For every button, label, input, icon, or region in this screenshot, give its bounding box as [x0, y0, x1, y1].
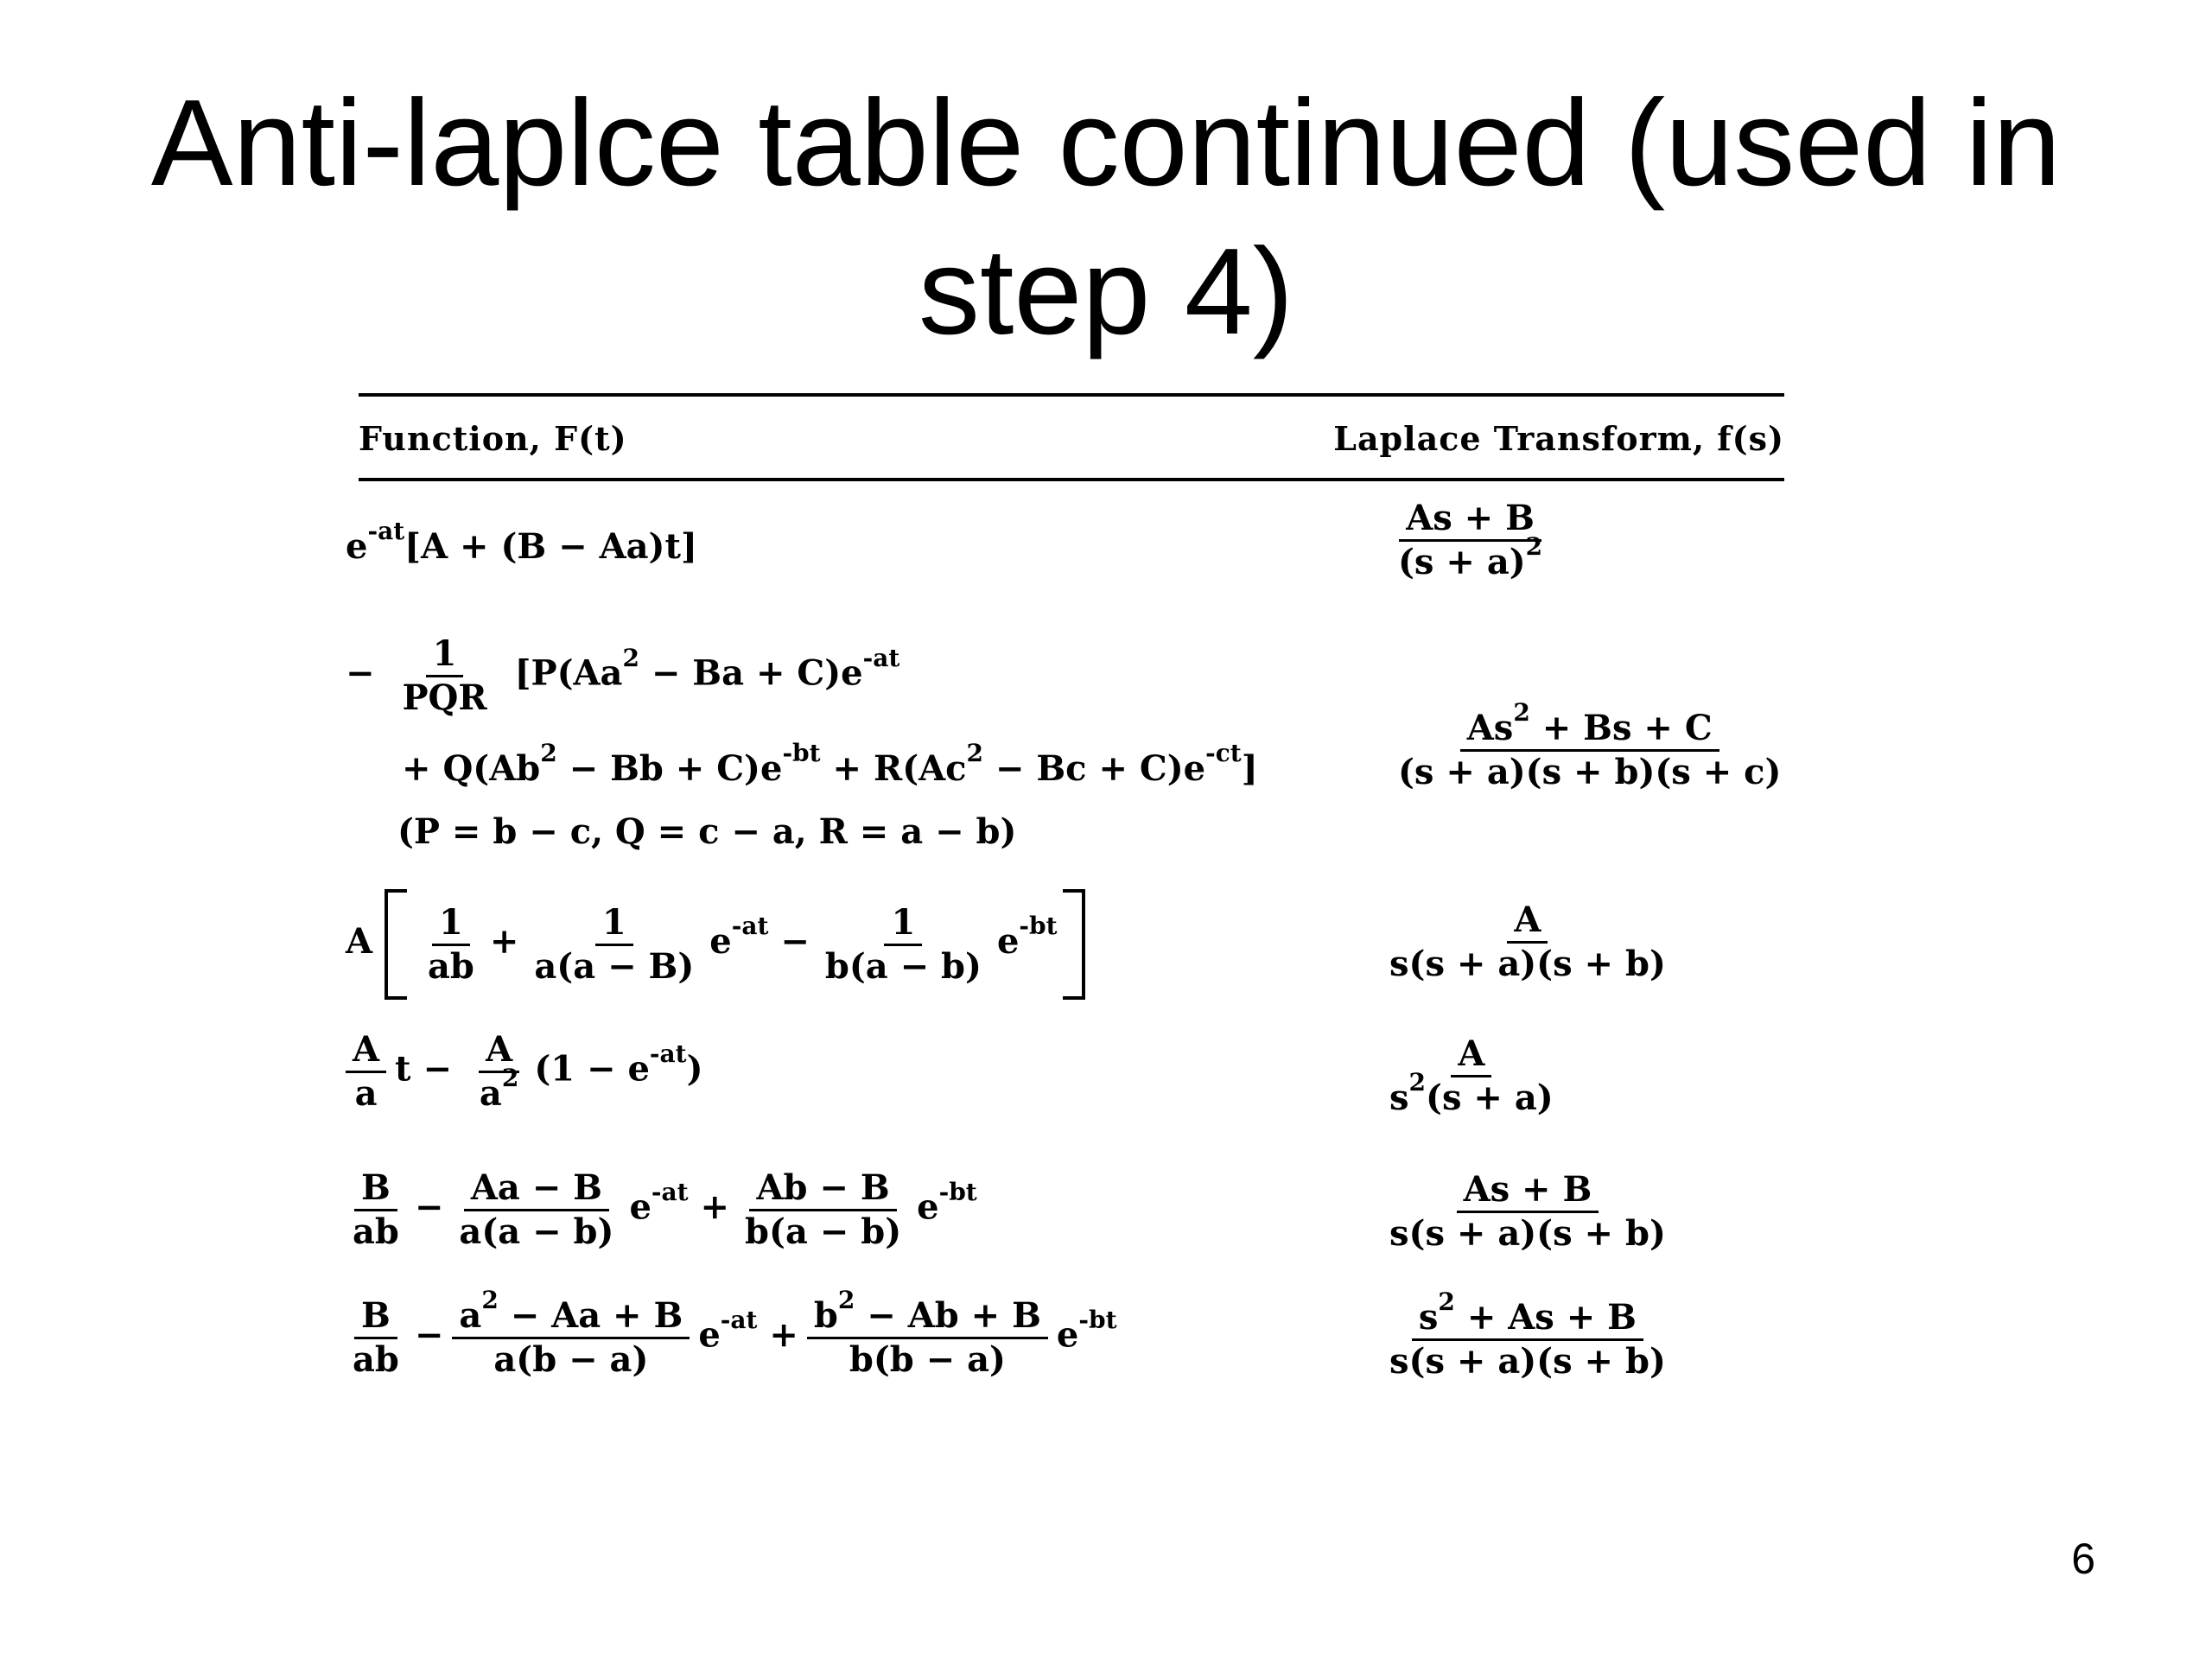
row2-transform: $\frac{As^2 + Bs + C}{(s + a)(s + b)(s + c)}$ [1398, 698, 1782, 792]
header-transform: Laplace Transform, f(s) [1333, 419, 1784, 458]
title-line-2: step 4) [918, 223, 1294, 360]
slide-title [0, 69, 2212, 366]
header-function: Function, F(t) [359, 419, 627, 458]
row1-function: $e^{-at}[A + (B - Aa)t]$ [346, 517, 697, 567]
row6-transform: $\frac{s^2 + As + B}{s(s + a)(s + b)}$ [1389, 1287, 1666, 1382]
page-number: 6 [2071, 1535, 2095, 1583]
row2-function-line3: (P = b − c, Q = c − a, R = a − b) [397, 811, 1017, 852]
row2-function-line2: + $Q(Ab^2 - Bb + C)e^{-bt} + R(Ac^2 - Bc + C)e^{-ct}$] [402, 739, 1258, 789]
row5-function: $\frac{B}{ab}$ − $\frac{Aa - B}{a(a - b)}$ $e^{-at}$ + $\frac{Ab - B}{b(a - b)}$ $e^{-bt}$ [353, 1167, 977, 1252]
row4-transform: $\frac{A}{s^2(s + a)}$ [1389, 1033, 1554, 1118]
row1-transform: $\frac{As + B}{(s + a)^2}$ [1398, 498, 1543, 582]
table-top-rule [359, 393, 1784, 397]
row2-function-line1: − $\frac{1}{\text{PQR}}$ [$P(Aa^2 - Ba + C)e^{-at}$ [346, 633, 900, 718]
row4-function: $\frac{A}{a}$ t − $\frac{A}{a^2}$ $(1 - e^{-at})$ [337, 1033, 703, 1111]
row3-transform: $\frac{A}{s(s + a)(s + b)}$ [1389, 899, 1666, 984]
table-header-rule [359, 478, 1784, 481]
row6-function: $\frac{B}{ab}$ − $\frac{a^2 - Aa + B}{a(b - a)}$ $e^{-at}$ + $\frac{b^2 - Ab + B}{b(b - a)}$ $e^{-bt}$ [353, 1286, 1117, 1380]
row5-transform: $\frac{As + B}{s(s + a)(s + b)}$ [1389, 1169, 1666, 1254]
title-line-1: Anti-laplce table continued (used in [150, 74, 2062, 212]
row3-function: A $\frac{1}{ab}$ + $\frac{1}{a(a - B)}$ $e^{-at}$ − $\frac{1}{b(a - b)}$ $e^{-bt}$ [346, 889, 1085, 1000]
